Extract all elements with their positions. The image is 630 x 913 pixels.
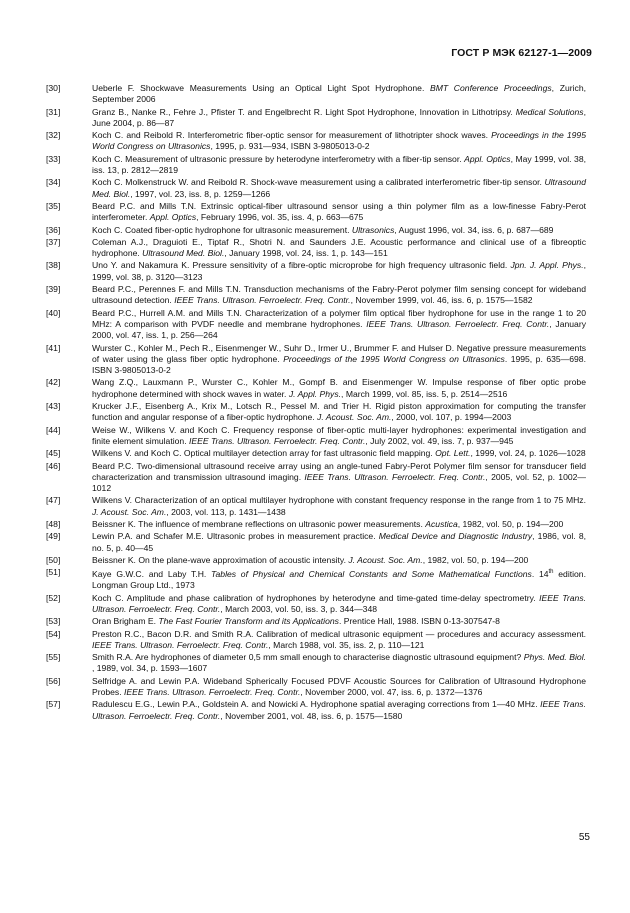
reference-number: [45] bbox=[46, 448, 61, 459]
reference-source-title: Tables of Physical and Chemical Constants and Some Mathematical Functions bbox=[211, 569, 532, 580]
reference-text bbox=[92, 83, 586, 106]
reference-number: [36] bbox=[46, 224, 61, 235]
reference-text-part: , 1999, vol. 38, p. 3120—3123 bbox=[92, 260, 586, 282]
reference-source-title: BMT Conference Proceedings bbox=[430, 83, 552, 93]
reference-source-title: Medical Solutions bbox=[515, 106, 584, 117]
reference-number: [33] bbox=[46, 153, 61, 164]
reference-text-part: , May 1999, vol. 38, iss. 13, p. 2812—2819 bbox=[92, 153, 587, 176]
reference-item bbox=[46, 284, 586, 307]
reference-item bbox=[46, 154, 586, 177]
reference-text bbox=[92, 629, 586, 652]
reference-item bbox=[46, 519, 586, 530]
reference-text bbox=[92, 343, 586, 377]
reference-text bbox=[92, 225, 586, 236]
document-code-header: ГОСТ Р МЭК 62127-1—2009 bbox=[451, 47, 592, 59]
reference-text bbox=[92, 448, 586, 459]
reference-text-part: Koch C. Amplitude and phase calibration of hydrophones by heterodyne and time-gated time-delay spectrometry. bbox=[92, 592, 540, 603]
reference-text-part: , July 2002, vol. 49, iss. 7, p. 937—945 bbox=[365, 435, 514, 446]
reference-text-part: th bbox=[548, 569, 554, 576]
reference-source-title: The Fast Fourier Transform and its Applications bbox=[158, 616, 339, 627]
reference-text-part: Smith R.A. Are hydrophones of diameter 0,5 mm small enough to characterise diagnostic ultrasound equipment? bbox=[92, 652, 524, 663]
reference-text-part: , 1982, vol. 50, p. 194—200 bbox=[422, 554, 529, 565]
reference-number: [32] bbox=[46, 130, 61, 141]
reference-number: [51] bbox=[46, 567, 61, 578]
reference-text-part: , August 1996, vol. 34, iss. 6, p. 687—689 bbox=[394, 224, 554, 235]
reference-source-title: IEEE Trans. Ultrason. Ferroelectr. Freq. Contr. bbox=[92, 592, 586, 614]
reference-item bbox=[46, 343, 586, 377]
reference-item bbox=[46, 401, 586, 424]
reference-source-title: IEEE Trans. Ultrason. Ferroelectr. Freq. Contr. bbox=[188, 435, 366, 446]
reference-text bbox=[92, 567, 586, 591]
reference-item bbox=[46, 308, 586, 342]
reference-source-title: J. Acoust. Soc. Am. bbox=[92, 506, 167, 517]
reference-item bbox=[46, 225, 586, 236]
reference-item bbox=[46, 237, 586, 260]
reference-text-part: Wang Z.Q., Lauxmann P., Wurster C., Kohler M., Gompf B. and Eisenmenger W. Impulse response of fiber optic probe hydrophone determined with shock waves in water. bbox=[92, 377, 586, 399]
reference-text-part: , 2003, vol. 113, p. 1431—1438 bbox=[166, 506, 286, 517]
reference-text-part: , November 2000, vol. 47, iss. 6, p. 1372—1376 bbox=[300, 687, 483, 697]
reference-text bbox=[92, 676, 586, 699]
reference-text-part: Preston R.C., Bacon D.R. and Smith R.A. Calibration of medical ultrasonic equipment — procedures and accuracy assessment. bbox=[92, 628, 586, 639]
reference-text bbox=[92, 425, 586, 448]
reference-source-title: J. Acoust. Soc. Am. bbox=[348, 554, 423, 565]
reference-text-part: . 1995, p. 635—698. ISBN 3-9805013-0-2 bbox=[92, 353, 586, 376]
reference-source-title: Proceedings of the 1995 World Congress on Ultrasonics bbox=[283, 353, 505, 364]
reference-text-part: Lewin P.A. and Schafer M.E. Ultrasonic probes in measurement practice. bbox=[92, 531, 379, 542]
reference-text bbox=[92, 377, 586, 400]
reference-number: [48] bbox=[46, 518, 61, 529]
reference-number: [39] bbox=[46, 284, 61, 295]
reference-item bbox=[46, 616, 586, 627]
reference-number: [44] bbox=[46, 424, 61, 435]
reference-item bbox=[46, 699, 586, 722]
reference-text bbox=[92, 461, 586, 495]
reference-number: [52] bbox=[46, 592, 61, 603]
reference-number: [42] bbox=[46, 377, 61, 388]
reference-number: [30] bbox=[46, 83, 61, 93]
reference-text-part: , Zurich, September 2006 bbox=[92, 83, 586, 105]
reference-source-title: IEEE Trans. Ultrason. Ferroelectr. Freq. Contr. bbox=[124, 687, 301, 697]
reference-text-part: , 1999, vol. 24, p. 1026—1028 bbox=[470, 448, 586, 459]
reference-source-title: Ultrasonics bbox=[351, 224, 395, 235]
reference-item bbox=[46, 593, 586, 616]
reference-text-part: . Prentice Hall, 1988. ISBN 0-13-307547-8 bbox=[338, 616, 500, 627]
reference-number: [56] bbox=[46, 675, 61, 686]
reference-source-title: Ultrasound Med. Biol. bbox=[142, 248, 225, 259]
reference-text-part: Granz B., Nanke R., Fehre J., Pfister T. and Engelbrecht R. Light Spot Hydrophone, Innovation in Lithotripsy. bbox=[92, 106, 516, 117]
reference-text bbox=[92, 130, 586, 153]
reference-number: [49] bbox=[46, 531, 61, 542]
reference-text bbox=[92, 555, 586, 566]
reference-source-title: Opt. Lett. bbox=[435, 448, 471, 459]
reference-text bbox=[92, 652, 586, 675]
reference-text-part: Ueberle F. Shockwave Measurements Using an Optical Light Spot Hydrophone. bbox=[92, 83, 430, 93]
reference-number: [37] bbox=[46, 236, 61, 247]
reference-number: [55] bbox=[46, 652, 61, 663]
reference-source-title: Appl. Optics bbox=[464, 153, 511, 164]
reference-text bbox=[92, 699, 586, 722]
reference-text-part: , 1995, p. 931—934, ISBN 3-9805013-0-2 bbox=[210, 141, 370, 152]
reference-text-part: , November 2001, vol. 48, iss. 6, p. 1575—1580 bbox=[220, 710, 403, 721]
reference-text bbox=[92, 201, 586, 224]
reference-text bbox=[92, 154, 586, 177]
reference-number: [40] bbox=[46, 307, 61, 318]
reference-source-title: Acustica bbox=[425, 518, 458, 529]
reference-number: [43] bbox=[46, 401, 61, 412]
reference-text-part: , November 1999, vol. 46, iss. 6, p. 1575—1582 bbox=[350, 295, 533, 306]
page-number: 55 bbox=[578, 832, 590, 843]
reference-source-title: IEEE Trans. Ultrason. Ferroelectr. Freq. Contr. bbox=[366, 318, 550, 329]
reference-text-part: Beard P.C. and Mills T.N. Extrinsic optical-fiber ultrasound sensor using a thin polymer film as a low-finesse Fabry-Perot interferometer. bbox=[92, 200, 586, 223]
reference-text-part: Oran Brigham E. bbox=[92, 616, 159, 627]
reference-source-title: IEEE Trans. Ultrason. Ferroelectr. Freq. Contr. bbox=[174, 295, 351, 306]
reference-text bbox=[92, 616, 586, 627]
reference-text bbox=[92, 531, 586, 554]
reference-source-title: Appl. Optics bbox=[149, 212, 197, 223]
reference-text-part: Kaye G.W.C. and Laby T.H. bbox=[92, 569, 212, 580]
reference-text-part: , March 2003, vol. 50, iss. 3, p. 344—348 bbox=[220, 603, 377, 614]
reference-text-part: Beissner K. On the plane-wave approximation of acoustic intensity. bbox=[92, 554, 349, 565]
reference-text-part: Weise W., Wilkens V. and Koch C. Frequency response of fiber-optic multi-layer hydrophones: experimental investigation and finite element simulation. bbox=[92, 424, 586, 446]
reference-text-part: Koch C. Coated fiber-optic hydrophone for ultrasonic measurement. bbox=[92, 224, 352, 235]
reference-number: [54] bbox=[46, 628, 61, 639]
reference-item bbox=[46, 83, 586, 106]
reference-text-part: Beard P.C. Two-dimensional ultrasound receive array using an angle-tuned Fabry-Perot Polymer film sensor for transducer field characterization and transmission ultrasound imaging. bbox=[92, 460, 586, 482]
reference-text-part: Uno Y. and Nakamura K. Pressure sensitivity of a fibre-optic microprobe for high frequency ultrasonic field. bbox=[92, 260, 511, 271]
reference-source-title: IEEE Trans. Ultrason. Ferroelectr. Freq. Contr. bbox=[304, 471, 486, 482]
reference-text-part: Wurster C., Kohler M., Pech R., Eisenmenger W., Suhr D., Irmer U., Brummer F. and Hulser D. Negative pressure measurements of water using the glass fiber optic hydrophone. bbox=[92, 342, 586, 364]
reference-text bbox=[92, 401, 586, 424]
reference-item bbox=[46, 676, 586, 699]
reference-text-part: edition. Longman Group Ltd., 1973 bbox=[92, 569, 586, 591]
reference-text-part: Koch C. and Reibold R. Interferometric fiber-optic sensor for measurement of lithotripter shock waves. bbox=[92, 130, 492, 141]
reference-item bbox=[46, 652, 586, 675]
reference-text-part: Beard P.C., Hurrell A.M. and Mills T.N. Characterization of a polymer film optical fiber hydrophone for use in the range 1 to 20 MHz: A comparison with PVDF needle and membrane hydrophones. bbox=[92, 307, 586, 329]
reference-number: [57] bbox=[46, 699, 61, 710]
reference-source-title: Proceedings in the 1995 World Congress on Ultrasonics bbox=[92, 130, 586, 152]
reference-text-part: , January 1998, vol. 24, iss. 1, p. 143—151 bbox=[224, 248, 388, 259]
reference-text-part: , 1986, vol. 8, no. 5, p. 40—45 bbox=[92, 531, 586, 553]
reference-item bbox=[46, 260, 586, 283]
reference-text-part: Radulescu E.G., Lewin P.A., Goldstein A. and Nowicki A. Hydrophone spatial averaging corrections from 1—40 MHz. bbox=[92, 699, 541, 710]
reference-number: [47] bbox=[46, 495, 61, 506]
reference-number: [41] bbox=[46, 342, 61, 353]
reference-text-part: Beard P.C., Perennes F. and Mills T.N. Transduction mechanisms of the Fabry-Perot polymer film sensing concept for wideband ultrasound detection. bbox=[92, 284, 586, 306]
reference-item bbox=[46, 461, 586, 495]
reference-text-part: Koch C. Measurement of ultrasonic pressure by heterodyne interferometry with a fiber-tip sensor. bbox=[92, 153, 465, 164]
reference-text-part: Koch C. Molkenstruck W. and Reibold R. Shock-wave measurement using a calibrated interferometric fiber-tip sensor. bbox=[92, 177, 545, 188]
reference-source-title: IEEE Trans. Ultrason. Ferroelectr. Freq. Contr. bbox=[92, 639, 269, 650]
reference-item bbox=[46, 629, 586, 652]
reference-text bbox=[92, 237, 586, 260]
reference-text bbox=[92, 260, 586, 283]
reference-text-part: Beissner K. The influence of membrane reflections on ultrasonic power measurements. bbox=[92, 518, 426, 529]
reference-text-part: Wilkens V. Characterization of an optical multilayer hydrophone with constant frequency response in the range from 1 to 75 MHz. bbox=[92, 495, 586, 506]
reference-text-part: . 14 bbox=[531, 569, 549, 580]
reference-text-part: , June 2004, p. 86—87 bbox=[92, 106, 586, 128]
reference-item bbox=[46, 495, 586, 518]
reference-item bbox=[46, 377, 586, 400]
reference-text-part: , January 2000, vol. 47, iss. 1, p. 256—264 bbox=[92, 318, 586, 341]
reference-text-part: , March 1988, vol. 35, iss. 2, p. 110—121 bbox=[268, 639, 425, 650]
reference-item bbox=[46, 567, 586, 591]
reference-number: [53] bbox=[46, 616, 61, 627]
reference-text-part: Krucker J.F., Eisenberg A., Krix M., Lotsch R., Pessel M. and Trier H. Rigid piston approximation for computing the transfer function and angular response of a fiber-optic hydrophone. bbox=[92, 401, 586, 423]
reference-item bbox=[46, 177, 586, 200]
reference-text-part: , 2005, vol. 52, p. 1002—1012 bbox=[92, 471, 586, 494]
reference-number: [50] bbox=[46, 554, 61, 565]
reference-text bbox=[92, 107, 586, 130]
reference-item bbox=[46, 425, 586, 448]
reference-text-part: , 2000, vol. 107, p. 1994—2003 bbox=[391, 412, 512, 423]
reference-item bbox=[46, 130, 586, 153]
reference-number: [46] bbox=[46, 460, 61, 471]
reference-text-part: , 1997, vol. 23, iss. 8, p. 1259—1266 bbox=[130, 188, 271, 199]
reference-source-title: Jpn. J. Appl. Phys. bbox=[510, 260, 584, 271]
reference-text-part: Selfridge A. and Lewin P.A. Wideband Spherically Focused PDVF Acoustic Sources for Calibration of Ultrasound Hydrophone Probes. bbox=[92, 675, 586, 697]
reference-item bbox=[46, 448, 586, 459]
reference-source-title: J. Acoust. Soc. Am. bbox=[317, 412, 392, 423]
reference-item bbox=[46, 555, 586, 566]
reference-text-part: , February 1996, vol. 35, iss. 4, p. 663—675 bbox=[196, 212, 364, 223]
reference-list bbox=[46, 83, 586, 723]
reference-text bbox=[92, 593, 586, 616]
reference-source-title: Ultrasound Med. Biol. bbox=[92, 177, 586, 199]
reference-item bbox=[46, 107, 586, 130]
reference-source-title: Phys. Med. Biol. bbox=[523, 652, 587, 663]
reference-text-part: , 1982, vol. 50, p. 194—200 bbox=[457, 518, 564, 529]
reference-number: [35] bbox=[46, 200, 61, 211]
reference-text bbox=[92, 284, 586, 307]
reference-text-part: , 1989, vol. 34, p. 1593—1607 bbox=[92, 663, 208, 674]
reference-text bbox=[92, 519, 586, 530]
reference-item bbox=[46, 531, 586, 554]
reference-source-title: IEEE Trans. Ultrason. Ferroelectr. Freq. Contr. bbox=[92, 699, 586, 721]
reference-text-part: , March 1999, vol. 85, iss. 5, p. 2514—2516 bbox=[341, 388, 508, 399]
reference-text-part: Wilkens V. and Koch C. Optical multilayer detection array for fast ultrasonic field mapping. bbox=[92, 448, 436, 459]
reference-item bbox=[46, 201, 586, 224]
reference-number: [38] bbox=[46, 260, 61, 271]
reference-text bbox=[92, 308, 586, 342]
reference-text bbox=[92, 177, 586, 200]
reference-text-part: Coleman A.J., Draguioti E., Tiptaf R., Shotri N. and Saunders J.E. Acoustic performance and clinical use of a fibreoptic hydrophone. bbox=[92, 236, 586, 259]
reference-number: [34] bbox=[46, 177, 61, 188]
reference-number: [31] bbox=[46, 106, 61, 117]
reference-text bbox=[92, 495, 586, 518]
reference-source-title: J. Appl. Phys. bbox=[288, 388, 342, 399]
reference-source-title: Medical Device and Diagnostic Industry bbox=[378, 531, 533, 542]
